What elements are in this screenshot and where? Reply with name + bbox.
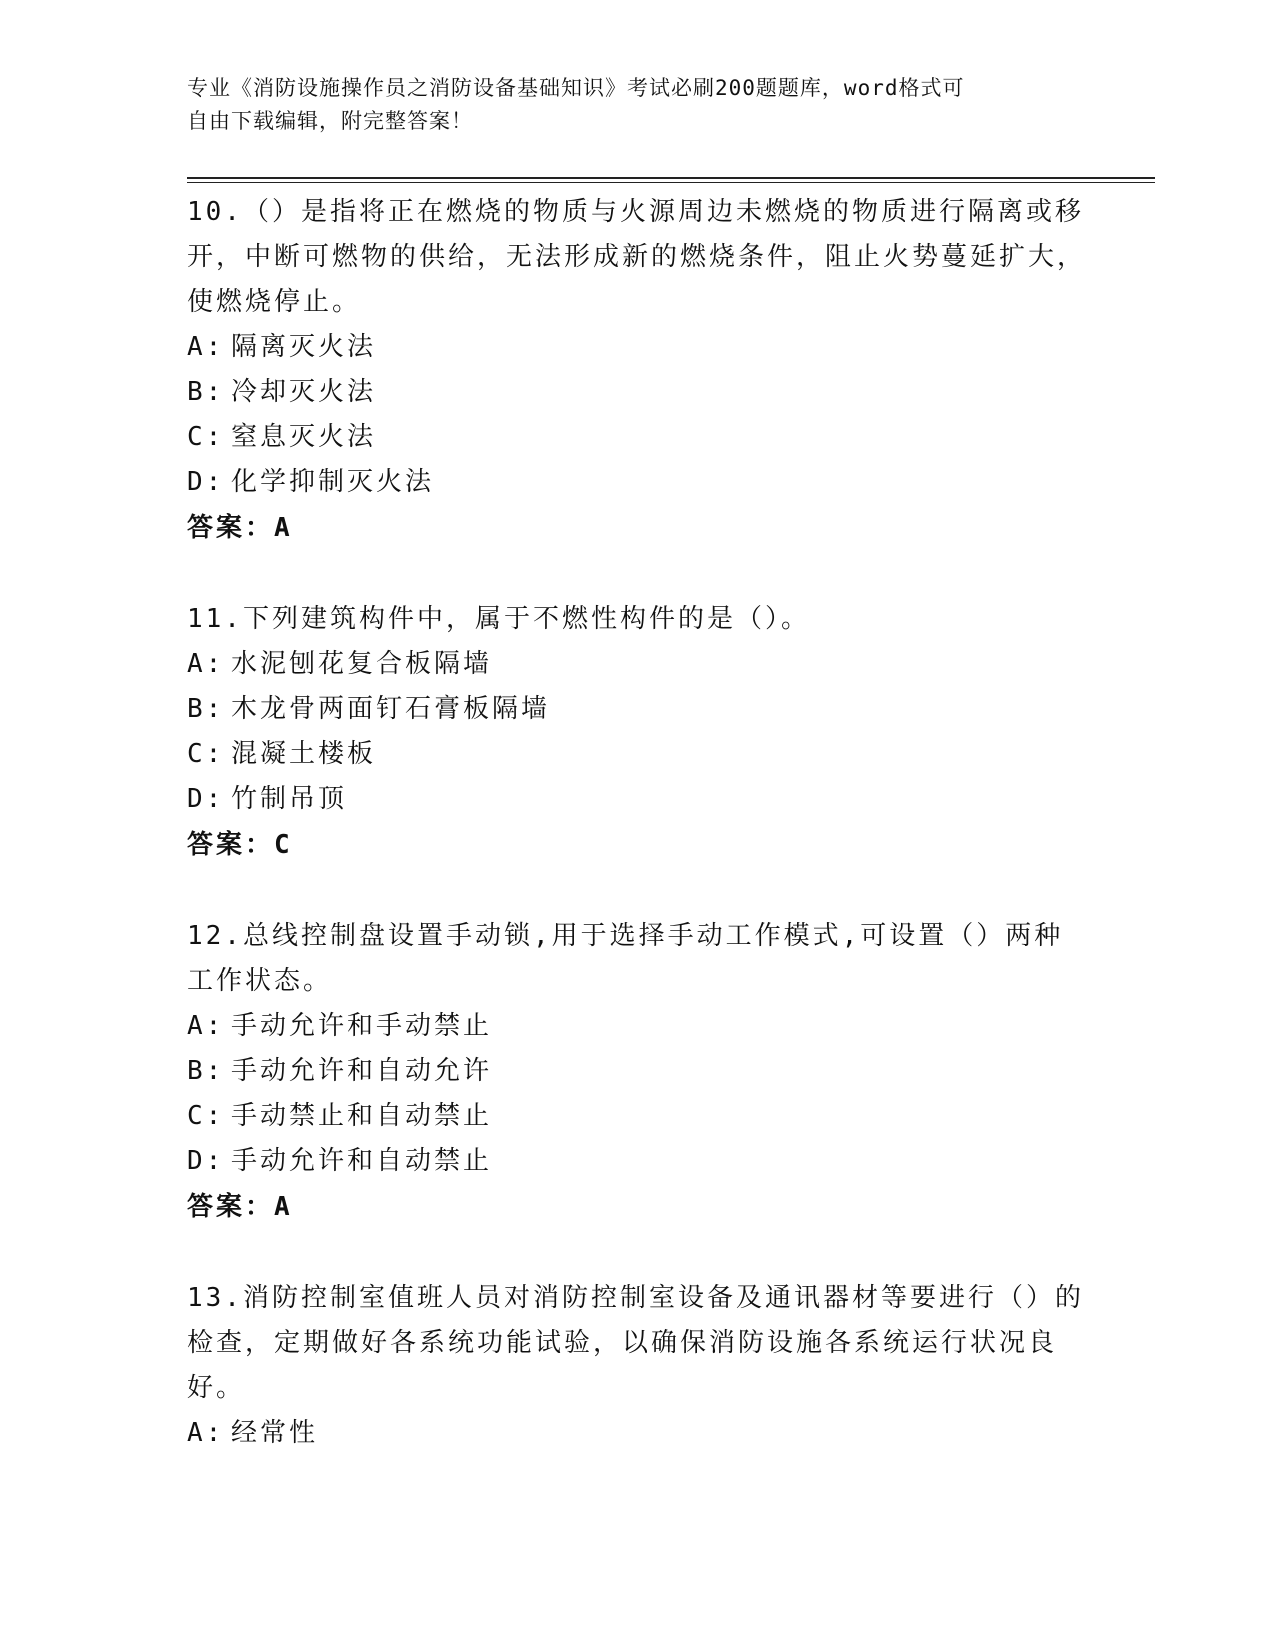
- header-divider-thin: [187, 182, 1155, 183]
- option-text: 手动允许和自动允许: [231, 1056, 493, 1086]
- option-b: [187, 370, 1087, 415]
- answer-label: 答案：: [187, 830, 275, 860]
- option-a: [187, 325, 1087, 370]
- option-letter: C:: [187, 422, 225, 452]
- question-item: [187, 190, 1087, 551]
- option-d: [187, 1139, 1087, 1184]
- option-letter: A:: [187, 649, 225, 679]
- option-text: 木龙骨两面钉石膏板隔墙: [231, 694, 551, 724]
- answer-value: A: [274, 1192, 293, 1222]
- answer-line: [187, 1184, 1087, 1230]
- option-letter: D:: [187, 1146, 225, 1176]
- option-d: [187, 460, 1087, 505]
- option-letter: A:: [187, 1011, 225, 1041]
- answer-value: C: [274, 830, 293, 860]
- option-letter: D:: [187, 467, 225, 497]
- answer-label: 答案：: [187, 513, 275, 543]
- option-letter: A:: [187, 1418, 225, 1448]
- option-b: [187, 1049, 1087, 1094]
- option-text: 化学抑制灭火法: [231, 467, 435, 497]
- option-b: [187, 687, 1087, 732]
- question-list: [187, 190, 1087, 1502]
- document-header: 专业《消防设施操作员之消防设备基础知识》考试必刷200题题库，word格式可 自由下载编辑，附完整答案！: [187, 76, 965, 133]
- option-text: 手动禁止和自动禁止: [231, 1101, 493, 1131]
- option-text: 冷却灭火法: [231, 377, 377, 407]
- answer-line: [187, 822, 1087, 868]
- option-text: 水泥刨花复合板隔墙: [231, 649, 493, 679]
- question-stem: 11.下列建筑构件中，属于不燃性构件的是（）。: [187, 604, 810, 634]
- option-letter: C:: [187, 1101, 225, 1131]
- option-a: [187, 1004, 1087, 1049]
- option-text: 隔离灭火法: [231, 332, 377, 362]
- option-letter: A:: [187, 332, 225, 362]
- option-text: 窒息灭火法: [231, 422, 377, 452]
- option-letter: B:: [187, 1056, 225, 1086]
- option-c: [187, 1094, 1087, 1139]
- answer-label: 答案：: [187, 1192, 275, 1222]
- option-text: 竹制吊顶: [231, 784, 348, 814]
- option-a: [187, 1411, 1087, 1456]
- option-text: 经常性: [231, 1418, 319, 1448]
- answer-value: A: [274, 513, 293, 543]
- option-c: [187, 732, 1087, 777]
- question-item: [187, 1276, 1087, 1456]
- option-letter: C:: [187, 739, 225, 769]
- option-letter: D:: [187, 784, 225, 814]
- option-letter: B:: [187, 694, 225, 724]
- question-stem: 12.总线控制盘设置手动锁,用于选择手动工作模式,可设置（）两种工作状态。: [187, 921, 1064, 996]
- header-divider-thick: [187, 177, 1155, 179]
- question-item: [187, 914, 1087, 1230]
- option-text: 手动允许和手动禁止: [231, 1011, 493, 1041]
- option-a: [187, 642, 1087, 687]
- question-stem: 13.消防控制室值班人员对消防控制室设备及通讯器材等要进行（）的检查，定期做好各系统功能试验，以确保消防设施各系统运行状况良好。: [187, 1283, 1084, 1403]
- option-text: 手动允许和自动禁止: [231, 1146, 493, 1176]
- question-stem: 10.（）是指将正在燃烧的物质与火源周边未燃烧的物质进行隔离或移开，中断可燃物的供给，无法形成新的燃烧条件，阻止火势蔓延扩大，使燃烧停止。: [187, 197, 1087, 317]
- option-d: [187, 777, 1087, 822]
- answer-line: [187, 505, 1087, 551]
- option-letter: B:: [187, 377, 225, 407]
- option-c: [187, 415, 1087, 460]
- question-item: [187, 597, 1087, 868]
- option-text: 混凝土楼板: [231, 739, 377, 769]
